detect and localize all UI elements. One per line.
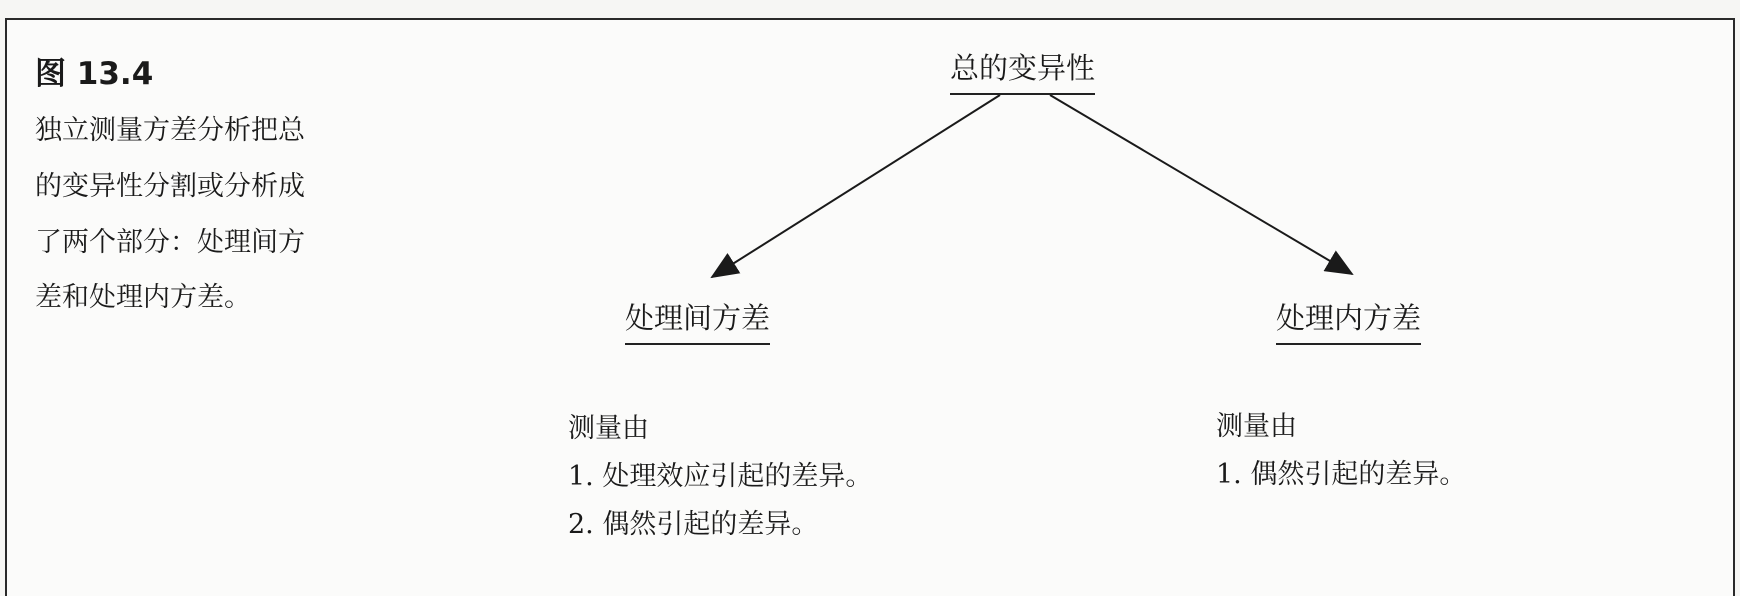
within-description xyxy=(1216,403,1466,499)
caption-line: 差和处理内方差。 xyxy=(35,282,251,313)
arrow-to-between xyxy=(712,95,1000,277)
root-label: 总的变异性 xyxy=(950,51,1096,85)
between-desc-item: 1. 处理效应引起的差异。 xyxy=(568,461,873,492)
within-desc-heading: 测量由 xyxy=(1216,411,1297,442)
arrow-to-within xyxy=(1050,95,1352,274)
between-variance-label: 处理间方差 xyxy=(625,301,771,335)
within-variance-label: 处理内方差 xyxy=(1276,301,1422,335)
between-variance-node xyxy=(625,296,770,345)
within-desc-item: 1. 偶然引起的差异。 xyxy=(1216,459,1467,490)
root-node xyxy=(950,46,1095,95)
between-description xyxy=(568,405,872,549)
figure-title: 图 13.4 xyxy=(35,56,154,92)
within-variance-node xyxy=(1276,296,1421,345)
between-desc-heading: 测量由 xyxy=(568,413,649,444)
caption-line: 独立测量方差分析把总 xyxy=(35,115,305,146)
caption-line: 的变异性分割或分析成 xyxy=(35,171,305,202)
between-desc-item: 2. 偶然引起的差异。 xyxy=(568,509,819,540)
caption-line: 了两个部分：处理间方 xyxy=(35,227,305,258)
